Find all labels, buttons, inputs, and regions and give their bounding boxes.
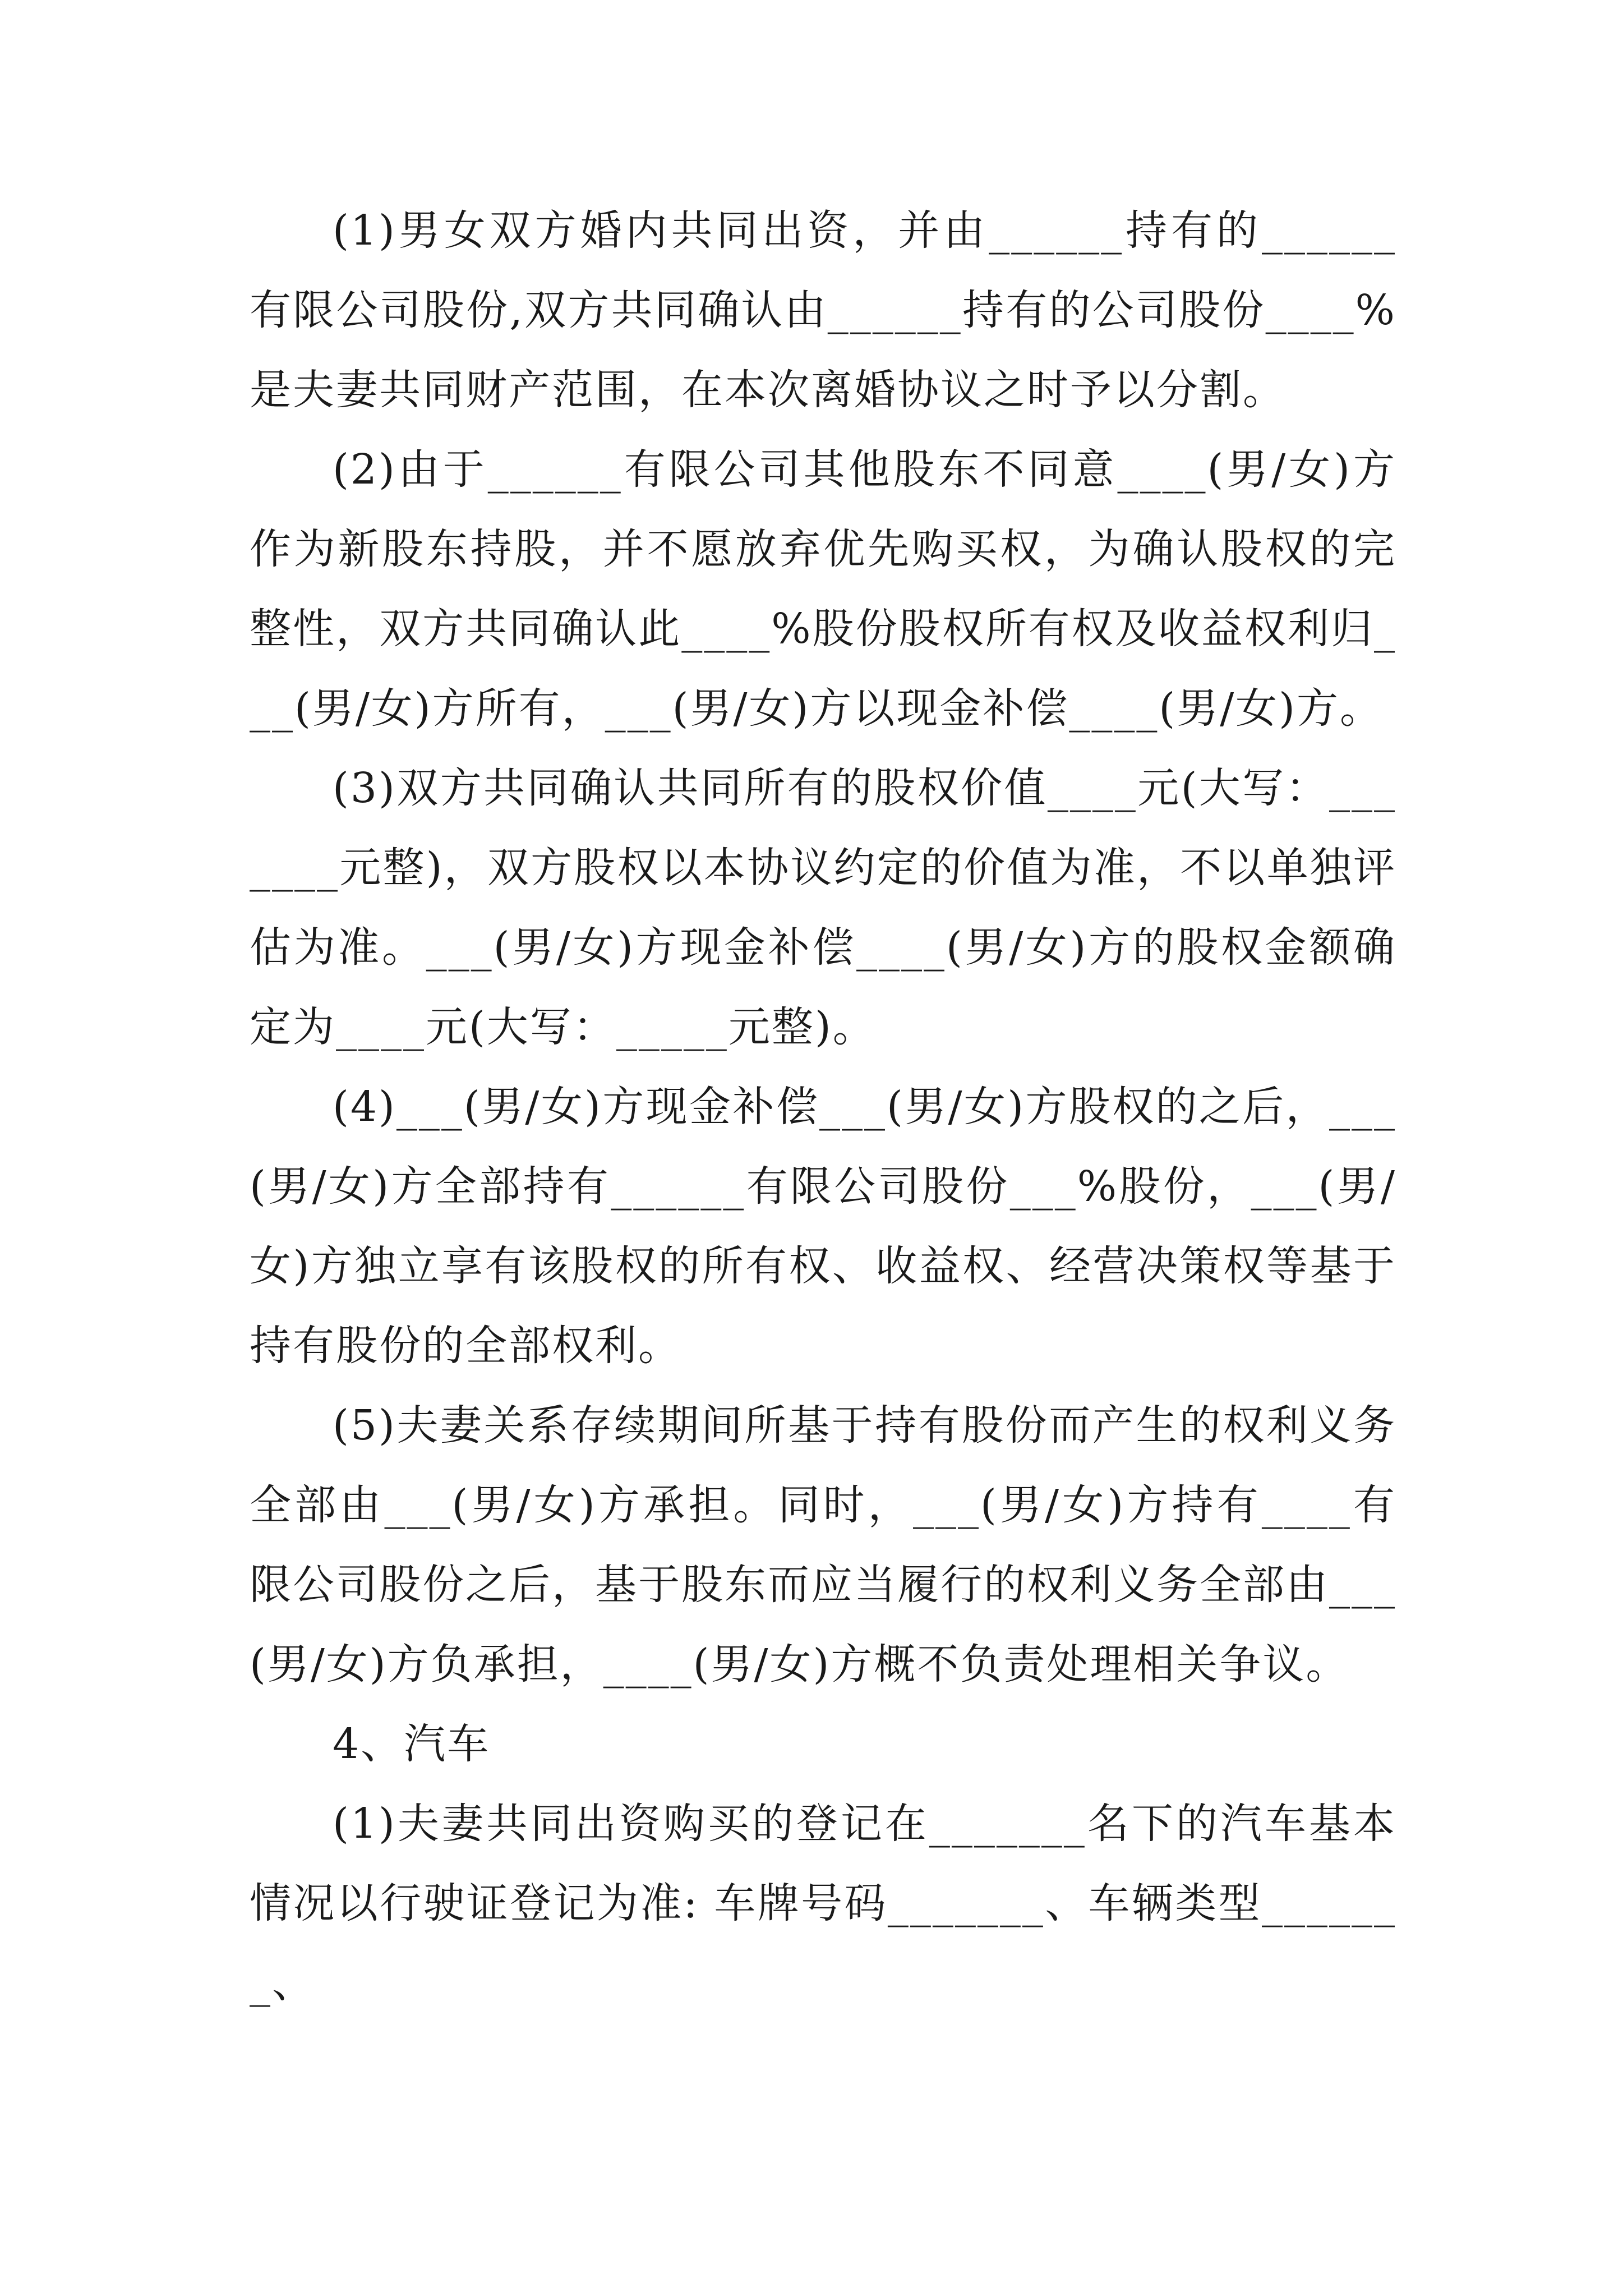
paragraph-3: (3)双方共同确认共同所有的股权价值____元(大写：_______元整)，双方股权以本协议约定的价值为准，不以单独评估为准。___(男/女)方现金补偿____(男/女)方的股权金额确定为____元(大写：_____元整)。 — [250, 764, 1396, 1051]
paragraph-5: (5)夫妻关系存续期间所基于持有股份而产生的权利义务全部由___(男/女)方承担。同时，___(男/女)方持有____有限公司股份之后，基于股东而应当履行的权利义务全部由___(男/女)方负承担，____(男/女)方概不负责处理相关争议。 — [250, 1401, 1396, 1688]
section-heading-car: 4、汽车 — [333, 1720, 491, 1768]
document-body — [250, 191, 1396, 2023]
paragraph-car-1: (1)夫妻共同出资购买的登记在_______名下的汽车基本情况以行驶证登记为准: 车牌号码_______、车辆类型_______、 — [250, 1800, 1396, 2007]
paragraph-2: (2)由于______有限公司其他股东不同意____(男/女)方作为新股东持股，并不愿放弃优先购买权，为确认股权的完整性，双方共同确认此____%股份股权所有权及收益权利归___(男/女)方所有，___(男/女)方以现金补偿____(男/女)方。 — [250, 445, 1396, 733]
paragraph-1: (1)男女双方婚内共同出资，并由______持有的______有限公司股份,双方共同确认由______持有的公司股份____%是夫妻共同财产范围，在本次离婚协议之时予以分割。 — [250, 206, 1396, 414]
paragraph-4: (4)___(男/女)方现金补偿___(男/女)方股权的之后，___(男/女)方全部持有______有限公司股份___%股份，___(男/女)方独立享有该股权的所有权、收益权、经营决策权等基于持有股份的全部权利。 — [250, 1083, 1396, 1370]
